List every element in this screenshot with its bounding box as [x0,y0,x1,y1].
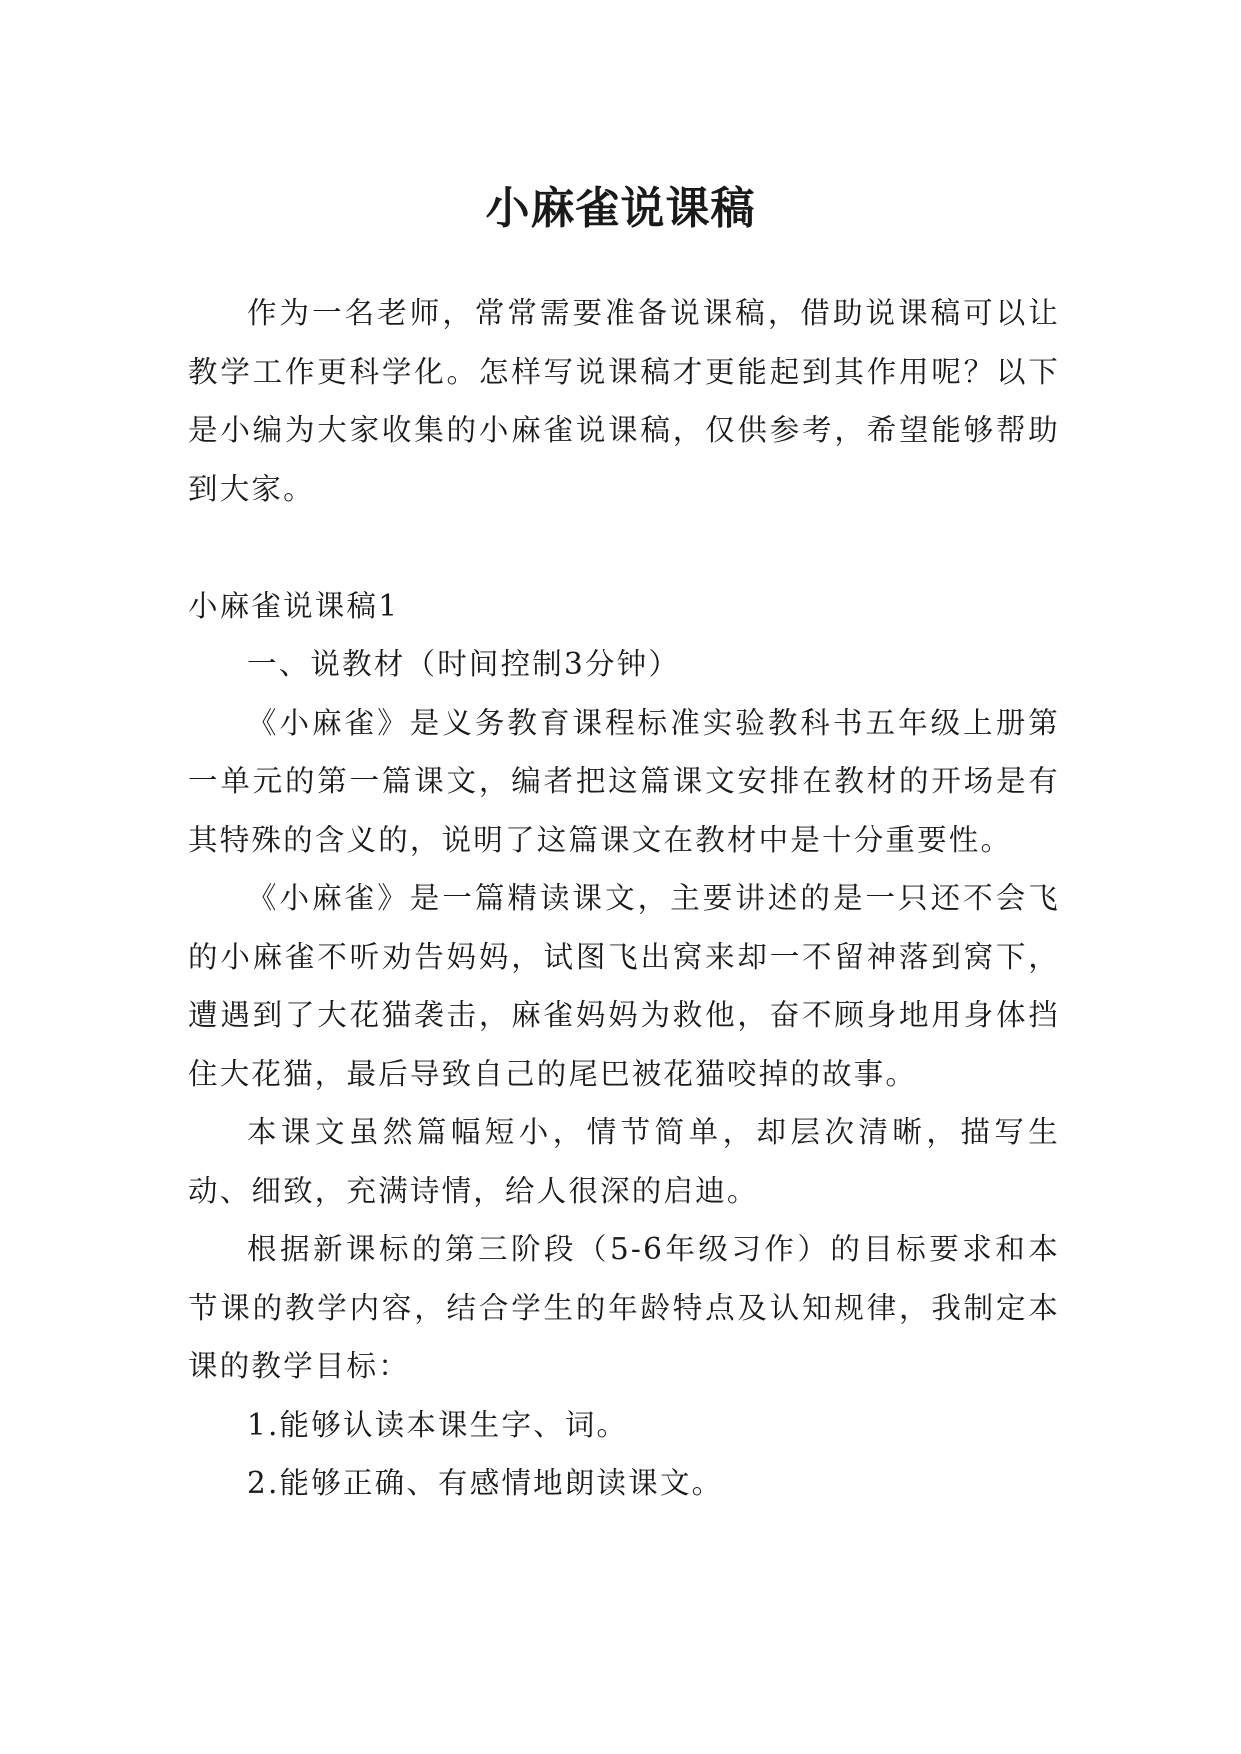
body-paragraph: 本课文虽然篇幅短小，情节简单，却层次清晰，描写生动、细致，充满诗情，给人很深的启迪。 [188,1115,1060,1208]
body-paragraph: 《小麻雀》是义务教育课程标准实验教科书五年级上册第一单元的第一篇课文，编者把这篇课文安排在教材的开场是有其特殊的含义的，说明了这篇课文在教材中是十分重要性。 [188,705,1060,857]
goal-item: 1.能够认读本课生字、词。 [247,1407,629,1442]
section-heading: 小麻雀说课稿1 [188,588,400,623]
document-body [188,284,1060,1513]
paragraph-spacer [188,518,1060,577]
goal-item: 2.能够正确、有感情地朗读课文。 [247,1466,724,1500]
document-title: 小麻雀说课稿 [485,183,756,235]
intro-paragraph: 作为一名老师，常常需要准备说课稿，借助说课稿可以让教学工作更科学化。怎样写说课稿才更能起到其作用呢？以下是小编为大家收集的小麻雀说课稿，仅供参考，希望能够帮助到大家。 [188,296,1060,506]
subsection-heading: 一、说教材（时间控制3分钟） [247,647,681,681]
body-paragraph: 根据新课标的第三阶段（5-6年级习作）的目标要求和本节课的教学内容，结合学生的年龄特点及认知规律，我制定本课的教学目标： [188,1232,1060,1383]
body-paragraph: 《小麻雀》是一篇精读课文，主要讲述的是一只还不会飞的小麻雀不听劝告妈妈，试图飞出窝来却一不留神落到窝下，遭遇到了大花猫袭击，麻雀妈妈为救他，奋不顾身地用身体挡住大花猫，最后导致自己的尾巴被花猫咬掉的故事。 [188,881,1060,1091]
